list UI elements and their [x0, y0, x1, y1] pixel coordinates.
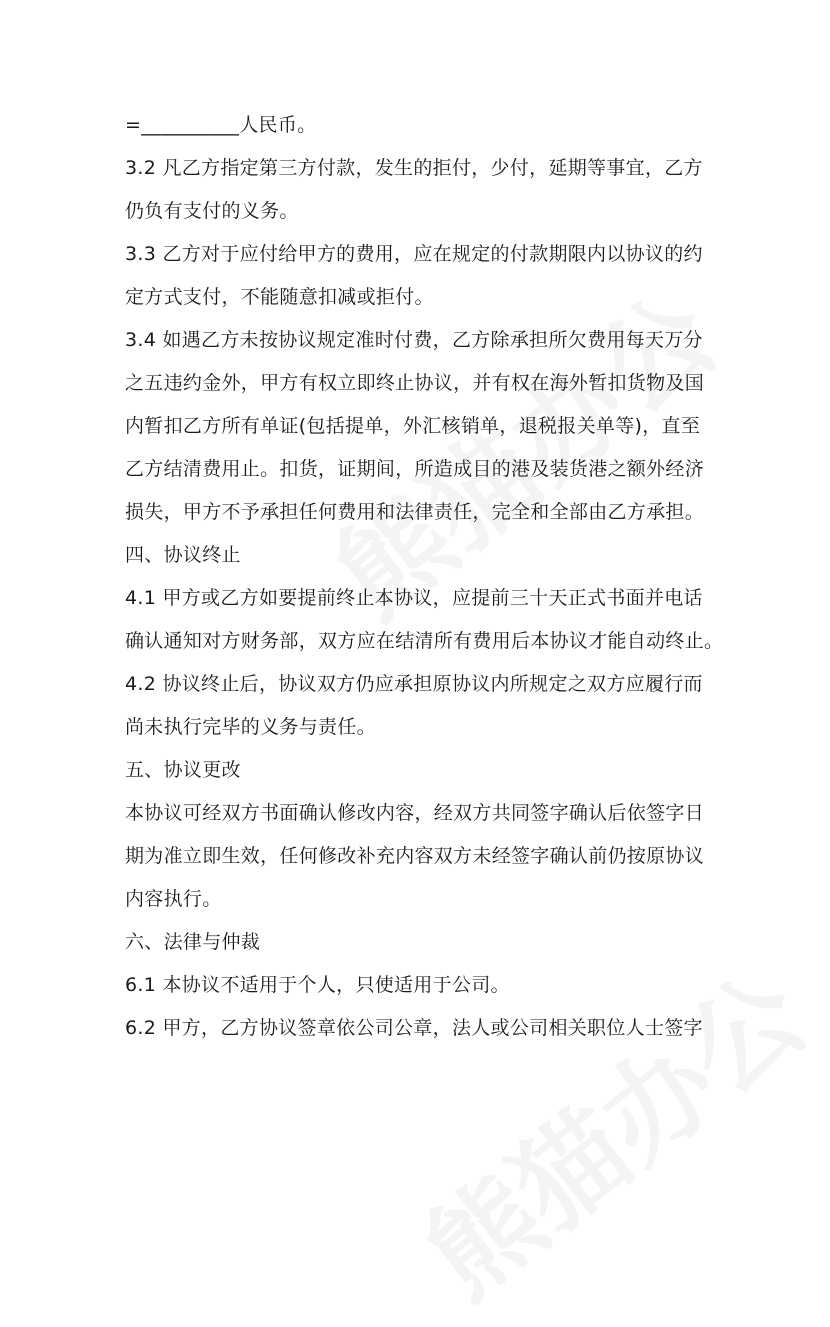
text-line: 确认通知对方财务部，双方应在结清所有费用后本协议才能自动终止。 [125, 630, 724, 652]
text-line: 本协议可经双方书面确认修改内容，经双方共同签字确认后依签字日 [125, 802, 705, 824]
text-line: =__________人民币。 [125, 114, 317, 136]
text-line: 4.1 甲方或乙方如要提前终止本协议，应提前三十天正式书面并电话 [125, 587, 703, 609]
text-line: 之五违约金外，甲方有权立即终止协议，并有权在海外暂扣货物及国 [125, 372, 705, 394]
section-heading: 五、协议更改 [125, 759, 241, 781]
text-line: 3.3 乙方对于应付给甲方的费用，应在规定的付款期限内以协议的约 [125, 243, 703, 265]
text-line: 内暂扣乙方所有单证(包括提单，外汇核销单，退税报关单等)，直至 [125, 415, 701, 437]
text-line: 内容执行。 [125, 888, 222, 910]
text-line: 3.4 如遇乙方未按协议规定准时付费，乙方除承担所欠费用每天万分 [125, 329, 703, 351]
text-line: 定方式支付，不能随意扣减或拒付。 [125, 286, 434, 308]
document-body [125, 104, 725, 1050]
text-line: 乙方结清费用止。扣货，证期间，所造成目的港及装货港之额外经济 [125, 458, 705, 480]
text-line: 尚未执行完毕的义务与责任。 [125, 716, 376, 738]
text-line: 4.2 协议终止后，协议双方仍应承担原协议内所规定之双方应履行而 [125, 673, 703, 695]
text-line: 3.2 凡乙方指定第三方付款，发生的拒付，少付，延期等事宜，乙方 [125, 157, 703, 179]
section-heading: 六、法律与仲裁 [125, 931, 261, 953]
text-line: 损失，甲方不予承担任何费用和法律责任，完全和全部由乙方承担。 [125, 501, 705, 523]
section-heading: 四、协议终止 [125, 544, 241, 566]
text-line: 期为准立即生效，任何修改补充内容双方未经签字确认前仍按原协议 [125, 845, 705, 867]
text-line: 6.1 本协议不适用于个人，只使适用于公司。 [125, 974, 510, 996]
text-line: 仍负有支付的义务。 [125, 200, 299, 222]
text-line: 6.2 甲方，乙方协议签章依公司公章，法人或公司相关职位人士签字 [125, 1017, 703, 1039]
